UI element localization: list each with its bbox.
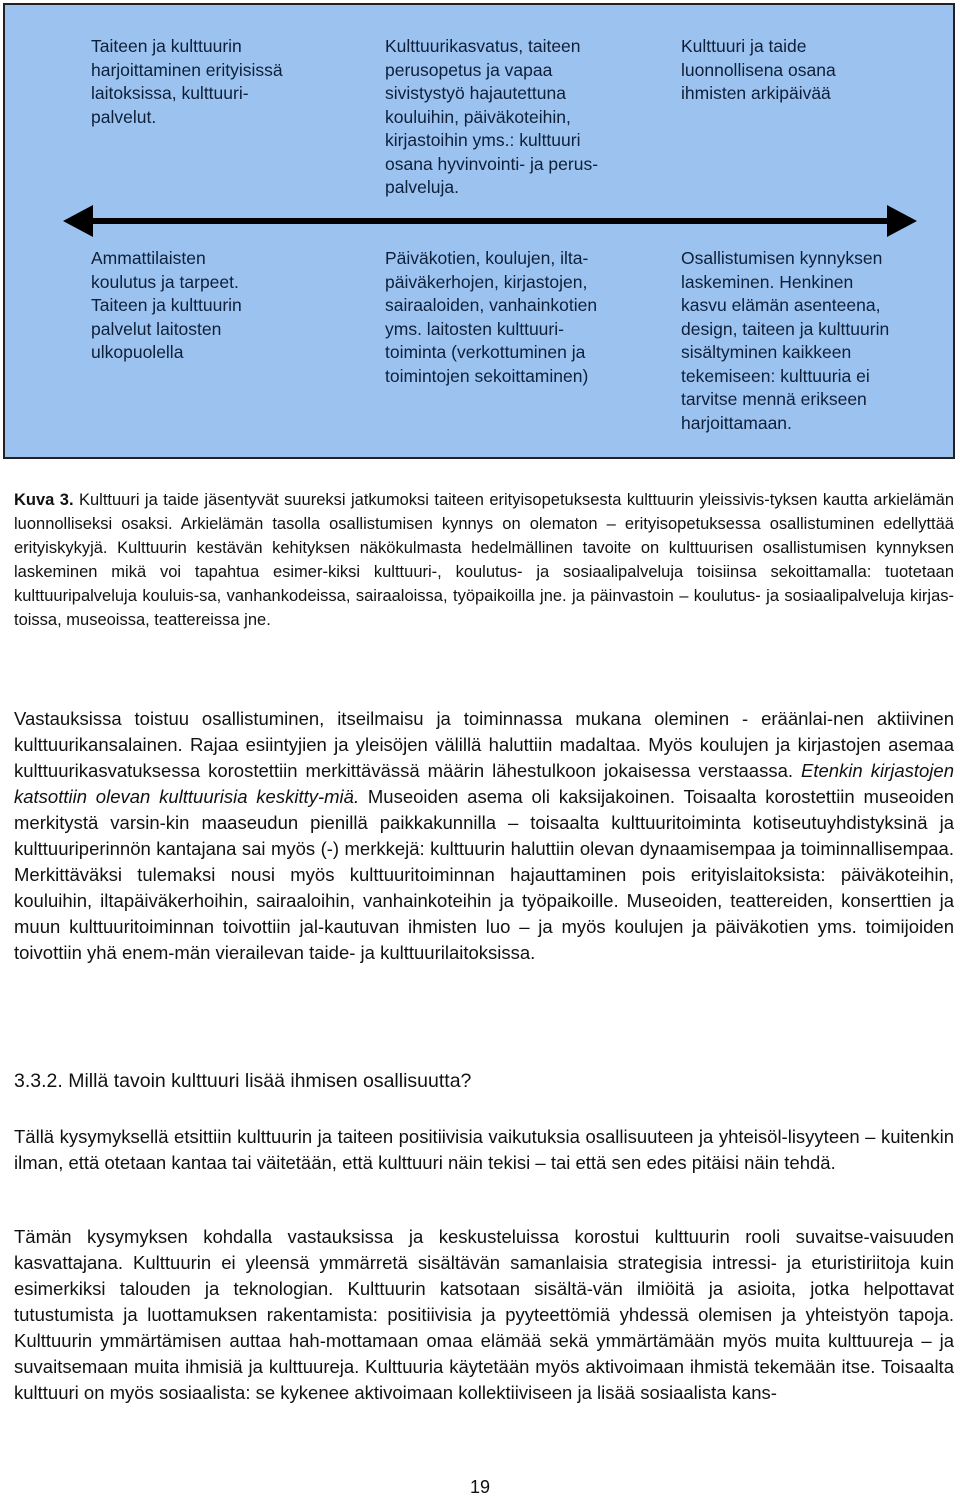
paragraph-responses-end: Museoiden asema oli kaksijakoinen. Toisaalta korostettiin museoiden merkitystä varsin-kin maaseudun pienillä paikkakunnilla – toisaalta kulttuuritoiminta kotiseutuyhdistyksinä ja kulttuuriperinnön kantajana sai myös (-) merkkejä: kulttuurin haluttiin olevan dynaamisempaa ja toiminnallisempaa. Merkittäväksi tulemaksi nousi myös kulttuuritoiminnan hajauttaminen pois erityislaitoksista: päiväkoteihin, kouluihin, iltapäiväkerhoihin, sairaaloihin, vanhainkoteihin ja työpaikoille. Museoiden, teattereiden, konserttien ja muun kulttuuritoiminnan toivottiin jal-kautuvan ihmisten luo – ja myös koulujen ja päiväkotien yms. toimijoiden toivottiin yhä enem-män vierailevan taide- ja kulttuurilaitoksissa. — [14, 786, 955, 963]
paragraph-responses-start: Vastauksissa toistuu osallistuminen, itseilmaisu ja toiminnassa mukana oleminen - eräänlai-nen aktiivinen kulttuurikansalainen. Rajaa esiintyjien ja yleisöjen välillä haluttiin madaltaa. Myös koulujen ja kirjastojen asemaa kulttuurikasvatuksessa korostettiin merkittävässä määrin lähestulkoon jokaisessa verstaassa. — [14, 708, 954, 781]
paragraph-tolerance: Tämän kysymyksen kohdalla vastauksissa ja keskusteluissa korostui kulttuurin rooli suvaitse-vaisuuden kasvattajana. Kulttuurin ei yleensä ymmärretä sisältävän samanlaisia strategisia intressi- ja eturistiriitoja kuin esimerkiksi talouden ja teknologian. Kulttuurin katsotaan sisältä-vän ilmiöitä ja asioita, jotka helpottavat tutustumista ja luottamuksen rakentamista: positiivisia ja pyyteettömiä yhdessä olemisen ja yhteistyön tapoja. Kulttuurin ymmärtämisen auttaa hah-mottamaan omaa elämää sekä ymmärtämään myös muita kulttuureja – ja suvaitsemaan muita ihmisiä ja kulttuureja. Kulttuuria käytetään myös aktivoimaan ihmistä tekemään itse. Toisaalta kulttuuri on myös sosiaalista: se kykenee aktivoimaan kollektiiviseen ja lisää sosiaalista kans- — [14, 1226, 954, 1403]
section-heading: 3.3.2. Millä tavoin kulttuuri lisää ihmisen osallisuutta? — [14, 1070, 472, 1092]
caption-label: Kuva 3. — [14, 491, 74, 509]
diagram-bottom-left-text: Ammattilaisten koulutus ja tarpeet. Taiteen ja kulttuurin palvelut laitosten ulkopuolella — [91, 248, 242, 362]
diagram-bottom-middle-text: Päiväkotien, koulujen, ilta- päiväkerhojen, kirjastojen, sairaaloiden, vanhainkotien yms. laitosten kulttuuri- toiminta (verkottuminen ja toimintojen sekoittaminen) — [385, 248, 598, 386]
paragraph-responses-italic: Etenkin kirjastojen katsottiin olevan kulttuurisia keskitty-miä. — [14, 760, 954, 807]
paragraph-question: Tällä kysymyksellä etsittiin kulttuurin ja taiteen positiivisia vaikutuksia osallisuuteen ja yhteisöl-lisyyteen – kuitenkin ilman, että otetaan kantaa tai väitetään, että kulttuuri näin tekisi – tai että sen edes pitäisi näin tehdä. — [14, 1126, 954, 1173]
continuum-diagram — [3, 3, 955, 459]
diagram-top-right-text: Kulttuuri ja taide luonnollisena osana ihmisten arkipäivää — [681, 36, 836, 103]
figure-caption — [14, 488, 954, 632]
double-headed-arrow-icon — [63, 205, 917, 237]
paragraph-responses — [14, 706, 954, 966]
diagram-bottom-right-text: Osallistumisen kynnyksen laskeminen. Henkinen kasvu elämän asenteena, design, taiteen ja kulttuurin sisältyminen kaikkeen tekemiseen: kulttuuria ei tarvitse mennä erikseen harjoittamaan. — [681, 248, 890, 433]
caption-text: Kulttuuri ja taide jäsentyvät suureksi jatkumoksi taiteen erityisopetuksesta kulttuurin yleissivis-tyksen kautta arkielämän luonnolliseksi osaksi. Arkielämän tasolla osallistumisen kynnys on olematon – erityisopetuksessa osallistuminen edellyttää erityiskykyjä. Kulttuurin kestävän kehityksen näkökulmasta hedelmällinen tavoite on kulttuurisen osallistumisen kynnyksen laskeminen mikä voi tapahtua esimer-kiksi kulttuuri-, koulutus- ja sosiaalipalveluja toisiinsa sekoittamalla: tuotetaan kulttuuripalveluja kouluis-sa, vanhankodeissa, sairaaloissa, työpaikoilla jne. ja päinvastoin – koulutus- ja sosiaalipalveluja kirjas-toissa, museoissa, teattereissa jne. — [14, 491, 954, 629]
diagram-top-left-text: Taiteen ja kulttuurin harjoittaminen erityisissä laitoksissa, kulttuuri- palvelut. — [91, 36, 283, 127]
diagram-top-middle-text: Kulttuurikasvatus, taiteen perusopetus ja vapaa sivistystyö hajautettuna kouluihin, päiväkoteihin, kirjastoihin yms.: kulttuuri osana hyvinvointi- ja perus- palveluja. — [385, 36, 599, 197]
page-number: 19 — [469, 1477, 491, 1497]
